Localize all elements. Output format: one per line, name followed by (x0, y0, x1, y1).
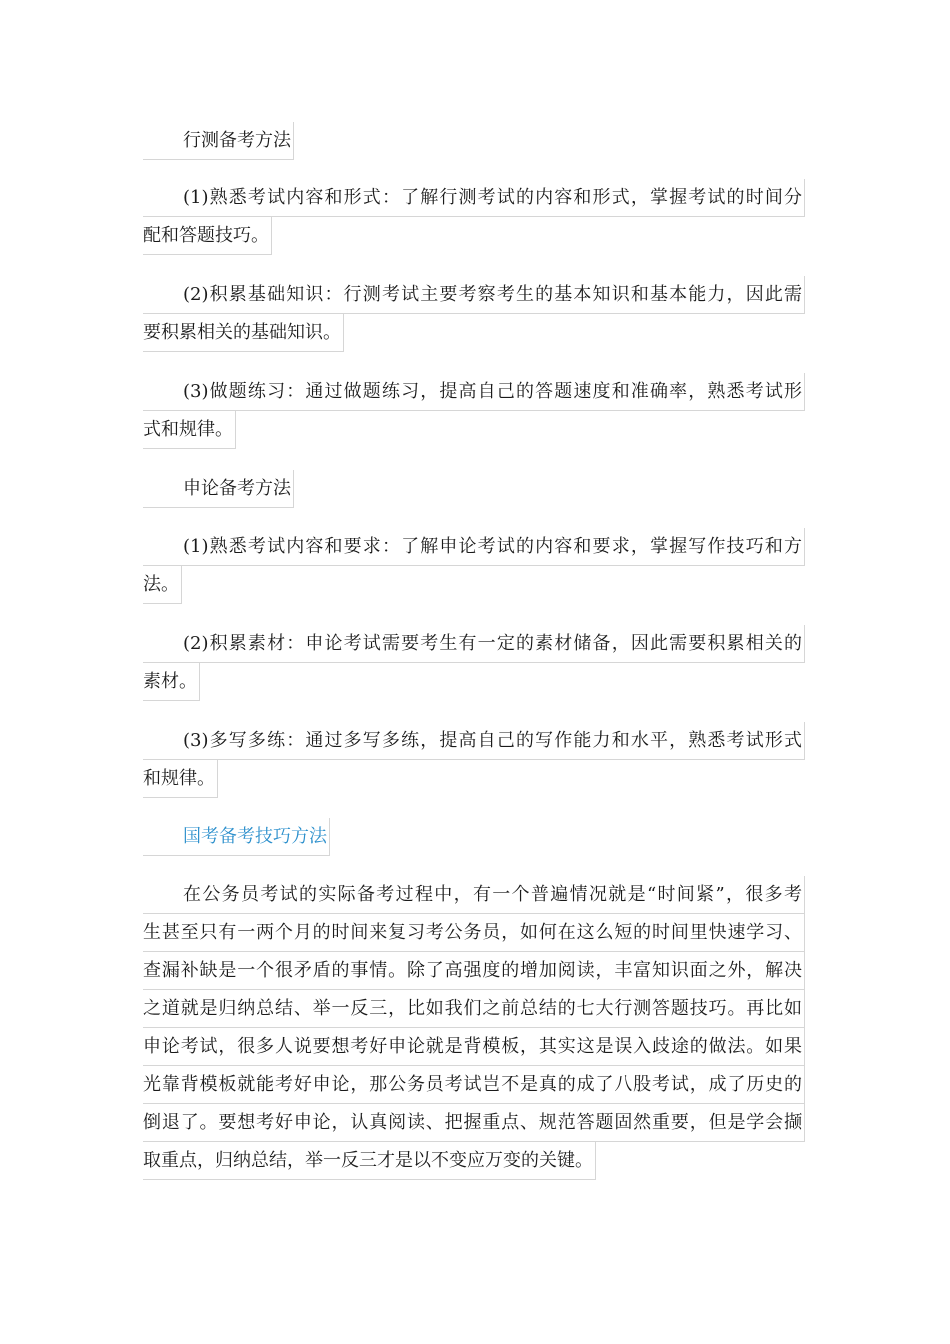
paragraph-line: 之道就是归纳总结、举一反三，比如我们之前总结的七大行测答题技巧。再比如 (143, 990, 805, 1028)
paragraph-line: 取重点，归纳总结，举一反三才是以不变应万变的关键。 (143, 1142, 596, 1180)
paragraph-line: 查漏补缺是一个很矛盾的事情。除了高强度的增加阅读，丰富知识面之外，解决 (143, 952, 805, 990)
paragraph-line: 生甚至只有一两个月的时间来复习考公务员，如何在这么短的时间里快速学习、 (143, 914, 805, 952)
paragraph-line: 倒退了。要想考好申论，认真阅读、把握重点、规范答题固然重要，但是学会撷 (143, 1104, 805, 1142)
paragraph-line: 申论考试，很多人说要想考好申论就是背模板，其实这是误入歧途的做法。如果 (143, 1028, 805, 1066)
paragraph-line: 光靠背模板就能考好申论，那公务员考试岂不是真的成了八股考试，成了历史的 (143, 1066, 805, 1104)
paragraph-line: (1)熟悉考试内容和要求：了解申论考试的内容和要求，掌握写作技巧和方 (143, 528, 805, 566)
paragraph-line: 和规律。 (143, 760, 218, 798)
paragraph-line: (1)熟悉考试内容和形式：了解行测考试的内容和形式，掌握考试的时间分 (143, 179, 805, 217)
heading-line: 国考备考技巧方法 (143, 818, 330, 856)
paragraph-line: 素材。 (143, 663, 200, 701)
paragraph-line: (3)多写多练：通过多写多练，提高自己的写作能力和水平，熟悉考试形式 (143, 722, 805, 760)
paragraph-line: 要积累相关的基础知识。 (143, 314, 344, 352)
paragraph-xingce-2 (143, 276, 805, 357)
paragraph-line: 配和答题技巧。 (143, 217, 272, 255)
paragraph-line: (2)积累基础知识：行测考试主要考察考生的基本知识和基本能力，因此需 (143, 276, 805, 314)
paragraph-shenlun-1 (143, 528, 805, 609)
paragraph-line: 在公务员考试的实际备考过程中，有一个普遍情况就是“时间紧”，很多考 (143, 876, 805, 914)
paragraph-line: (2)积累素材：申论考试需要考生有一定的素材储备，因此需要积累相关的 (143, 625, 805, 663)
paragraph-xingce-3 (143, 373, 805, 454)
heading-line: 申论备考方法 (143, 470, 294, 508)
paragraph-line: 法。 (143, 566, 182, 604)
paragraph-shenlun-3 (143, 722, 805, 803)
paragraph-line: 式和规律。 (143, 411, 236, 449)
paragraph-guokao-body (143, 876, 805, 1185)
heading-guokao-tips (143, 818, 805, 861)
heading-shenlun-method (143, 470, 805, 513)
heading-xingce-method (143, 122, 805, 165)
paragraph-shenlun-2 (143, 625, 805, 706)
heading-line: 行测备考方法 (143, 122, 294, 160)
paragraph-line: (3)做题练习：通过做题练习，提高自己的答题速度和准确率，熟悉考试形 (143, 373, 805, 411)
paragraph-xingce-1 (143, 179, 805, 260)
